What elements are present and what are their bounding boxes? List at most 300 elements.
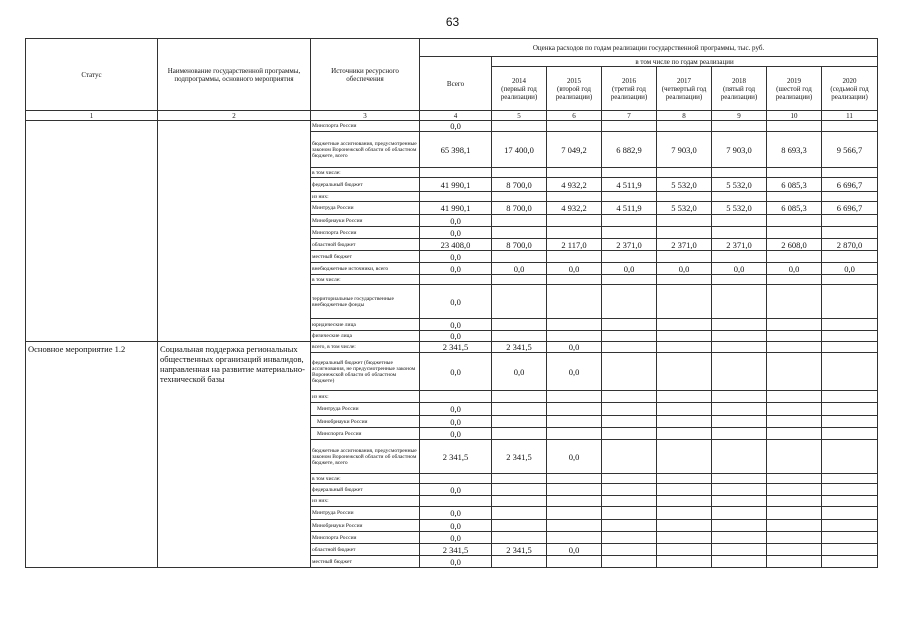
- cell-year-2016: 6 882,9: [602, 132, 657, 168]
- cell-total: [420, 275, 492, 285]
- cell-year-2017: [657, 319, 712, 331]
- header-year-2015: [547, 67, 602, 111]
- cell-year-2020: 9 566,7: [822, 132, 878, 168]
- cell-year-2019: [767, 556, 822, 568]
- cell-year-2016: [602, 416, 657, 428]
- cell-year-2018: 5 532,0: [712, 178, 767, 192]
- column-number-2: 2: [158, 111, 311, 121]
- expenditure-table: [25, 38, 878, 568]
- cell-year-2014: [492, 168, 547, 178]
- source-cell: Минобрнауки России: [311, 215, 420, 227]
- cell-year-2018: [712, 121, 767, 132]
- cell-year-2020: [822, 319, 878, 331]
- cell-year-2017: [657, 416, 712, 428]
- header-year-2019: [767, 67, 822, 111]
- source-cell: в том числе:: [311, 474, 420, 484]
- cell-year-2016: [602, 484, 657, 496]
- cell-total: 0,0: [420, 484, 492, 496]
- cell-year-2016: [602, 353, 657, 391]
- column-numbers-row: [26, 111, 878, 121]
- cell-year-2014: [492, 416, 547, 428]
- cell-year-2020: [822, 215, 878, 227]
- source-cell: бюджетные ассигнования, предусмотренные законом Воронежской области об областном бюджете, всего: [311, 132, 420, 168]
- cell-year-2018: [712, 403, 767, 416]
- cell-year-2017: [657, 484, 712, 496]
- cell-year-2019: [767, 285, 822, 319]
- cell-year-2014: [492, 192, 547, 202]
- header-name: Наименование государственной программы, подпрограммы, основного мероприятия: [158, 39, 311, 111]
- cell-year-2017: 7 903,0: [657, 132, 712, 168]
- cell-year-2020: 0,0: [822, 263, 878, 275]
- cell-year-2015: [547, 496, 602, 507]
- cell-year-2015: 0,0: [547, 440, 602, 474]
- cell-year-2019: [767, 342, 822, 353]
- source-cell: Минтруда России: [311, 403, 420, 416]
- cell-year-2018: [712, 440, 767, 474]
- source-cell: всего, в том числе:: [311, 342, 420, 353]
- cell-year-2019: [767, 507, 822, 520]
- source-cell: Минтруда России: [311, 202, 420, 215]
- cell-year-2019: [767, 192, 822, 202]
- cell-year-2019: [767, 251, 822, 263]
- cell-year-2020: [822, 403, 878, 416]
- cell-total: 0,0: [420, 319, 492, 331]
- cell-total: 0,0: [420, 331, 492, 342]
- cell-total: 65 398,1: [420, 132, 492, 168]
- cell-year-2016: [602, 556, 657, 568]
- status-cell-continued: [26, 121, 158, 342]
- page-number: 63: [445, 15, 460, 29]
- table-row: [26, 121, 878, 132]
- cell-year-2015: [547, 275, 602, 285]
- cell-year-2016: [602, 192, 657, 202]
- source-cell: федеральный бюджет: [311, 178, 420, 192]
- cell-year-2015: [547, 251, 602, 263]
- header-year-2018: [712, 67, 767, 111]
- cell-year-2017: [657, 532, 712, 544]
- cell-year-2018: [712, 168, 767, 178]
- cell-year-2019: [767, 474, 822, 484]
- cell-year-2014: 0,0: [492, 353, 547, 391]
- cell-year-2016: [602, 285, 657, 319]
- cell-year-2016: [602, 507, 657, 520]
- cell-year-2020: [822, 507, 878, 520]
- source-cell: Минобрнауки России: [311, 416, 420, 428]
- cell-total: [420, 192, 492, 202]
- cell-year-2014: [492, 285, 547, 319]
- cell-year-2019: 8 693,3: [767, 132, 822, 168]
- cell-total: [420, 474, 492, 484]
- cell-year-2015: 7 049,2: [547, 132, 602, 168]
- cell-year-2016: [602, 275, 657, 285]
- cell-total: 23 408,0: [420, 239, 492, 251]
- cell-year-2016: [602, 440, 657, 474]
- cell-year-2020: [822, 474, 878, 484]
- cell-year-2017: 0,0: [657, 263, 712, 275]
- cell-year-2018: [712, 353, 767, 391]
- cell-year-2020: [822, 168, 878, 178]
- cell-year-2020: 6 696,7: [822, 202, 878, 215]
- cell-year-2016: 4 511,9: [602, 202, 657, 215]
- cell-total: 0,0: [420, 416, 492, 428]
- cell-year-2017: [657, 520, 712, 532]
- cell-year-2015: [547, 507, 602, 520]
- cell-year-2018: [712, 319, 767, 331]
- cell-year-2020: [822, 391, 878, 403]
- cell-total: [420, 168, 492, 178]
- cell-year-2016: [602, 496, 657, 507]
- cell-year-2015: 0,0: [547, 263, 602, 275]
- cell-year-2017: [657, 391, 712, 403]
- cell-year-2014: [492, 556, 547, 568]
- source-cell: местный бюджет: [311, 556, 420, 568]
- cell-year-2014: [492, 532, 547, 544]
- cell-total: 0,0: [420, 251, 492, 263]
- column-number-3: 3: [311, 111, 420, 121]
- cell-year-2020: [822, 520, 878, 532]
- cell-year-2019: [767, 532, 822, 544]
- cell-year-2020: [822, 192, 878, 202]
- cell-year-2017: [657, 428, 712, 440]
- source-cell: Минспорта России: [311, 428, 420, 440]
- cell-year-2017: [657, 507, 712, 520]
- cell-year-2018: [712, 544, 767, 556]
- cell-year-2017: [657, 121, 712, 132]
- cell-year-2017: [657, 168, 712, 178]
- cell-year-2019: [767, 391, 822, 403]
- header-year-number: 2014: [512, 76, 526, 85]
- cell-total: 0,0: [420, 507, 492, 520]
- cell-year-2018: [712, 227, 767, 239]
- header-year-label: (второй год реализации): [555, 84, 593, 101]
- cell-year-2014: [492, 251, 547, 263]
- cell-year-2015: 2 117,0: [547, 239, 602, 251]
- cell-year-2018: [712, 192, 767, 202]
- cell-year-2015: 4 932,2: [547, 202, 602, 215]
- cell-year-2019: 2 608,0: [767, 239, 822, 251]
- cell-year-2016: [602, 520, 657, 532]
- source-cell: областной бюджет: [311, 544, 420, 556]
- cell-year-2018: [712, 507, 767, 520]
- header-year-2017: [657, 67, 712, 111]
- header-year-2016: [602, 67, 657, 111]
- cell-year-2018: [712, 484, 767, 496]
- cell-year-2019: 6 085,3: [767, 202, 822, 215]
- cell-year-2016: [602, 428, 657, 440]
- cell-year-2017: [657, 275, 712, 285]
- header-year-number: 2017: [677, 76, 691, 85]
- cell-year-2020: [822, 532, 878, 544]
- cell-year-2014: [492, 428, 547, 440]
- cell-total: 0,0: [420, 520, 492, 532]
- cell-year-2017: [657, 192, 712, 202]
- cell-year-2017: [657, 440, 712, 474]
- cell-year-2016: [602, 319, 657, 331]
- cell-year-2014: [492, 275, 547, 285]
- cell-total: 2 341,5: [420, 342, 492, 353]
- cell-year-2018: [712, 474, 767, 484]
- column-number-4: 4: [420, 111, 492, 121]
- header-year-number: 2020: [842, 76, 857, 85]
- cell-year-2019: [767, 168, 822, 178]
- source-cell: Минтруда России: [311, 507, 420, 520]
- source-cell: Минспорта России: [311, 532, 420, 544]
- source-cell: территориальные государственные внебюджетные фонды: [311, 285, 420, 319]
- cell-year-2020: [822, 353, 878, 391]
- cell-year-2018: 0,0: [712, 263, 767, 275]
- cell-year-2015: [547, 428, 602, 440]
- expenditure-table-wrapper: [25, 38, 878, 568]
- source-cell: областной бюджет: [311, 239, 420, 251]
- cell-year-2020: 2 870,0: [822, 239, 878, 251]
- cell-year-2015: [547, 121, 602, 132]
- source-cell: из них:: [311, 391, 420, 403]
- cell-year-2020: 6 696,7: [822, 178, 878, 192]
- cell-year-2015: [547, 285, 602, 319]
- cell-year-2014: [492, 121, 547, 132]
- source-cell: бюджетные ассигнования, предусмотренные законом Воронежской области об областном бюджете, всего: [311, 440, 420, 474]
- cell-year-2014: [492, 331, 547, 342]
- name-cell-continued: [158, 121, 311, 342]
- cell-year-2016: [602, 121, 657, 132]
- cell-total: 0,0: [420, 532, 492, 544]
- column-number-5: 5: [492, 111, 547, 121]
- cell-total: [420, 496, 492, 507]
- cell-year-2017: [657, 215, 712, 227]
- cell-year-2015: 0,0: [547, 342, 602, 353]
- cell-total: [420, 391, 492, 403]
- source-cell: юридические лица: [311, 319, 420, 331]
- cell-year-2014: [492, 520, 547, 532]
- source-cell: Минобрнауки России: [311, 520, 420, 532]
- cell-year-2018: [712, 532, 767, 544]
- cell-year-2018: [712, 416, 767, 428]
- cell-year-2019: [767, 484, 822, 496]
- cell-year-2019: [767, 227, 822, 239]
- header-year-number: 2015: [567, 76, 581, 85]
- cell-year-2018: 7 903,0: [712, 132, 767, 168]
- header-total: Всего: [420, 57, 492, 111]
- cell-year-2014: 17 400,0: [492, 132, 547, 168]
- cell-year-2017: [657, 496, 712, 507]
- cell-year-2020: [822, 227, 878, 239]
- cell-year-2017: [657, 227, 712, 239]
- cell-total: 0,0: [420, 121, 492, 132]
- cell-year-2014: 8 700,0: [492, 178, 547, 192]
- cell-year-2014: [492, 484, 547, 496]
- cell-year-2019: [767, 319, 822, 331]
- cell-year-2017: [657, 403, 712, 416]
- cell-year-2015: 0,0: [547, 353, 602, 391]
- source-cell: федеральный бюджет: [311, 484, 420, 496]
- column-number-11: 11: [822, 111, 878, 121]
- source-cell: физические лица: [311, 331, 420, 342]
- cell-year-2019: [767, 544, 822, 556]
- cell-year-2015: [547, 319, 602, 331]
- cell-year-2020: [822, 285, 878, 319]
- source-cell: федеральный бюджет (бюджетные ассигнования, не предусмотренные законом Воронежской области об областном бюджете): [311, 353, 420, 391]
- cell-total: 41 990,1: [420, 178, 492, 192]
- cell-year-2015: [547, 391, 602, 403]
- cell-year-2015: [547, 192, 602, 202]
- cell-year-2015: [547, 215, 602, 227]
- header-year-2014: [492, 67, 547, 111]
- cell-year-2018: 5 532,0: [712, 202, 767, 215]
- cell-year-2017: [657, 556, 712, 568]
- cell-total: 0,0: [420, 263, 492, 275]
- header-year-2020: [822, 67, 878, 111]
- cell-year-2017: [657, 251, 712, 263]
- cell-year-2017: [657, 474, 712, 484]
- source-cell: местный бюджет: [311, 251, 420, 263]
- cell-year-2015: 0,0: [547, 544, 602, 556]
- source-cell: в том числе:: [311, 275, 420, 285]
- cell-year-2015: [547, 331, 602, 342]
- table-body: [26, 121, 878, 568]
- status-cell: Основное мероприятие 1.2: [26, 342, 158, 568]
- cell-year-2018: [712, 496, 767, 507]
- cell-year-2018: [712, 556, 767, 568]
- cell-year-2015: [547, 168, 602, 178]
- cell-year-2019: [767, 520, 822, 532]
- cell-year-2014: 2 341,5: [492, 342, 547, 353]
- cell-year-2018: [712, 251, 767, 263]
- cell-year-2017: [657, 285, 712, 319]
- cell-year-2019: [767, 275, 822, 285]
- cell-year-2015: [547, 403, 602, 416]
- cell-year-2017: [657, 544, 712, 556]
- cell-year-2017: 5 532,0: [657, 202, 712, 215]
- table-header: [26, 39, 878, 121]
- source-cell: Минспорта России: [311, 227, 420, 239]
- cell-year-2018: 2 371,0: [712, 239, 767, 251]
- cell-year-2016: [602, 403, 657, 416]
- column-number-9: 9: [712, 111, 767, 121]
- cell-year-2016: [602, 474, 657, 484]
- cell-year-2015: 4 932,2: [547, 178, 602, 192]
- cell-year-2017: 2 371,0: [657, 239, 712, 251]
- cell-year-2018: [712, 342, 767, 353]
- cell-total: 0,0: [420, 227, 492, 239]
- cell-year-2014: 2 341,5: [492, 544, 547, 556]
- cell-year-2014: 2 341,5: [492, 440, 547, 474]
- cell-year-2014: [492, 474, 547, 484]
- cell-year-2014: [492, 507, 547, 520]
- cell-year-2020: [822, 416, 878, 428]
- cell-year-2019: [767, 440, 822, 474]
- cell-year-2020: [822, 556, 878, 568]
- source-cell: в том числе:: [311, 168, 420, 178]
- column-number-8: 8: [657, 111, 712, 121]
- cell-year-2020: [822, 342, 878, 353]
- cell-year-2018: [712, 275, 767, 285]
- cell-year-2018: [712, 285, 767, 319]
- cell-year-2020: [822, 121, 878, 132]
- header-year-number: 2018: [732, 76, 746, 85]
- cell-total: 0,0: [420, 403, 492, 416]
- cell-year-2018: [712, 428, 767, 440]
- cell-year-2020: [822, 428, 878, 440]
- cell-year-2014: [492, 319, 547, 331]
- column-number-10: 10: [767, 111, 822, 121]
- cell-year-2015: [547, 520, 602, 532]
- header-year-label: (седьмой год реализации): [830, 84, 869, 101]
- cell-year-2016: [602, 532, 657, 544]
- cell-year-2018: [712, 520, 767, 532]
- cell-year-2015: [547, 532, 602, 544]
- cell-year-2015: [547, 227, 602, 239]
- header-including: в том числе по годам реализации: [492, 57, 878, 67]
- header-year-label: (четвертый год реализации): [661, 84, 707, 101]
- cell-total: 0,0: [420, 285, 492, 319]
- cell-year-2016: [602, 215, 657, 227]
- cell-year-2016: 0,0: [602, 263, 657, 275]
- source-cell: Минспорта России: [311, 121, 420, 132]
- source-cell: из них:: [311, 496, 420, 507]
- cell-year-2018: [712, 391, 767, 403]
- table-row: [26, 342, 878, 353]
- cell-year-2019: [767, 331, 822, 342]
- cell-year-2018: [712, 331, 767, 342]
- cell-year-2014: 0,0: [492, 263, 547, 275]
- cell-year-2019: [767, 496, 822, 507]
- cell-total: 0,0: [420, 215, 492, 227]
- cell-total: 41 990,1: [420, 202, 492, 215]
- cell-year-2019: [767, 428, 822, 440]
- cell-year-2017: [657, 353, 712, 391]
- cell-year-2019: [767, 416, 822, 428]
- cell-year-2019: [767, 215, 822, 227]
- cell-year-2020: [822, 275, 878, 285]
- cell-year-2016: [602, 168, 657, 178]
- cell-total: 0,0: [420, 353, 492, 391]
- cell-year-2014: [492, 227, 547, 239]
- cell-year-2019: 6 085,3: [767, 178, 822, 192]
- cell-year-2014: 8 700,0: [492, 202, 547, 215]
- cell-year-2020: [822, 496, 878, 507]
- header-estimate: Оценка расходов по годам реализации государственной программы, тыс. руб.: [420, 39, 878, 57]
- cell-year-2020: [822, 484, 878, 496]
- program-name-cell: Социальная поддержка региональных общественных организаций инвалидов, направленная на развитие материально-технической базы: [158, 342, 311, 568]
- header-year-label: (первый год реализации): [500, 84, 538, 101]
- header-year-number: 2016: [622, 76, 636, 85]
- cell-year-2018: [712, 215, 767, 227]
- cell-year-2019: [767, 121, 822, 132]
- cell-year-2019: [767, 353, 822, 391]
- cell-year-2019: [767, 403, 822, 416]
- cell-year-2016: [602, 544, 657, 556]
- cell-year-2014: [492, 403, 547, 416]
- header-status: Статус: [26, 39, 158, 111]
- cell-year-2014: [492, 391, 547, 403]
- source-cell: из них:: [311, 192, 420, 202]
- cell-total: 0,0: [420, 556, 492, 568]
- header-year-number: 2019: [787, 76, 801, 85]
- cell-year-2020: [822, 331, 878, 342]
- cell-year-2014: [492, 496, 547, 507]
- header-year-label: (третий год реализации): [610, 84, 648, 101]
- column-number-7: 7: [602, 111, 657, 121]
- cell-year-2017: [657, 331, 712, 342]
- cell-total: 2 341,5: [420, 544, 492, 556]
- cell-year-2016: [602, 251, 657, 263]
- cell-total: 2 341,5: [420, 440, 492, 474]
- cell-year-2016: [602, 331, 657, 342]
- cell-year-2020: [822, 544, 878, 556]
- cell-year-2019: 0,0: [767, 263, 822, 275]
- cell-year-2014: 8 700,0: [492, 239, 547, 251]
- cell-year-2015: [547, 556, 602, 568]
